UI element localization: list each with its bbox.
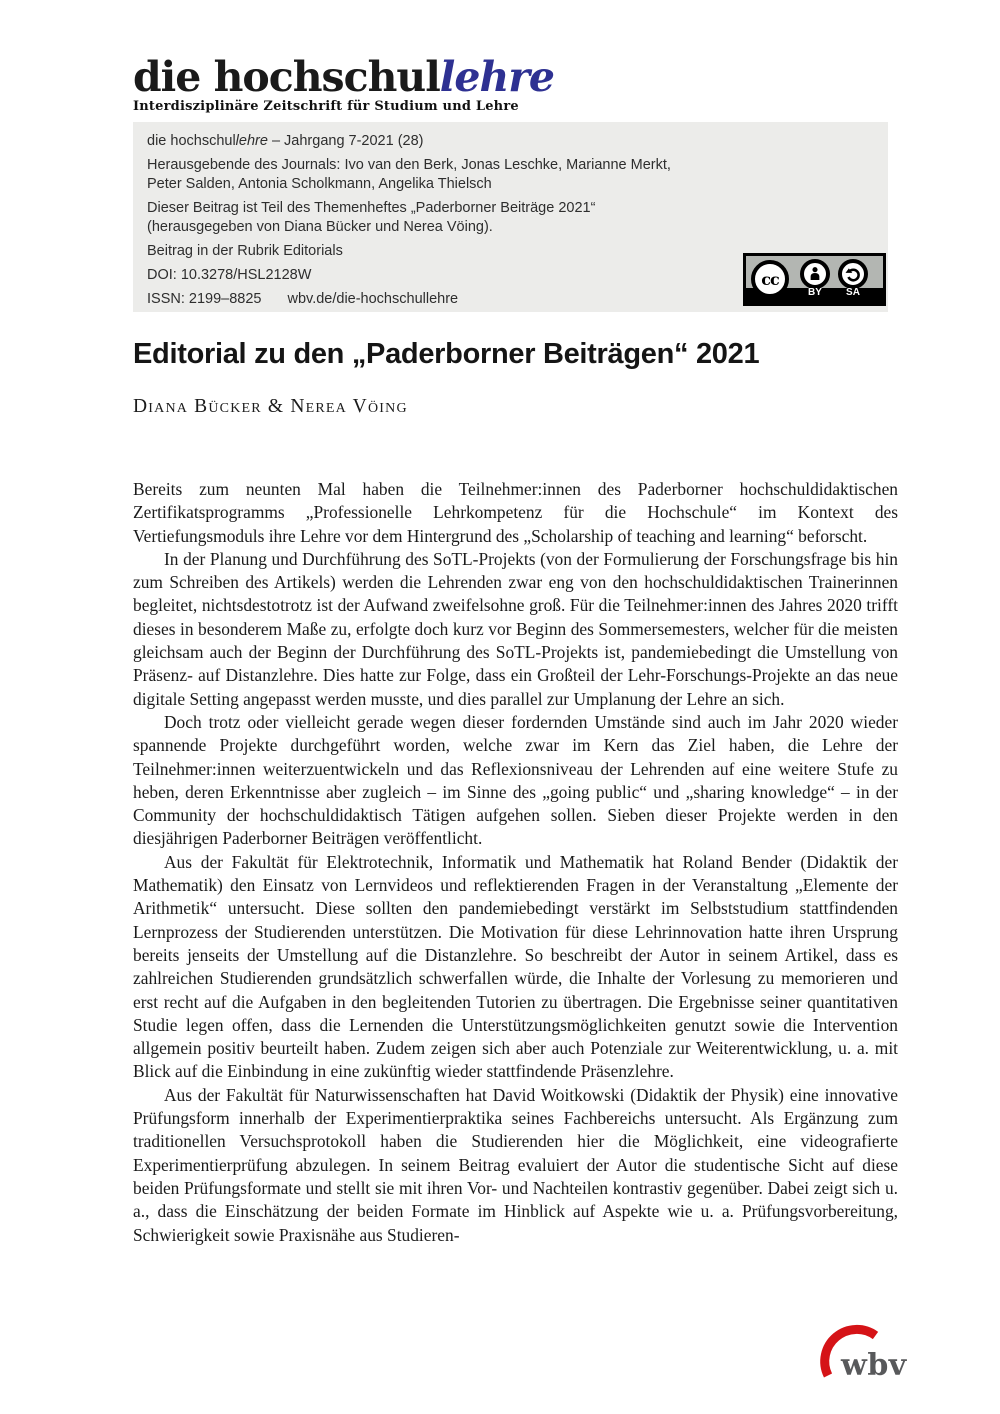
journal-masthead (133, 53, 554, 114)
paragraph-4: Aus der Fakultät für Elektrotechnik, Informatik und Mathematik hat Roland Bender (Didaktik der Mathematik) den Einsatz von Lernvideos und reflektierenden Fragen in der Veranstaltung „Elemente der Arithmetik“ untersucht. Diese sollten den pandemiebedingt verstärkt im Selbststudium stattfindenden Lernprozess der Studierenden unterstützen. Die Motivation für diese Lehrinnovation hatte ihren Ursprung bereits jenseits der Umstellung auf die Distanzlehre. So beschreibt der Autor in seinem Artikel, dass es zahlreichen Studierenden grundsätzlich schwerfallen würde, die Inhalte der Vorlesung zu memorieren und erst recht auf die Aufgaben in den begleitenden Tutorien zu übertragen. Die Ergebnisse seiner quantitativen Studie legen offen, dass die Lernenden die Unterstützungsmöglichkeiten genutzt sowie die Intervention allgemein positiv beurteilt haben. Zudem zeigen sich aber auch Potenziale zur Weiterentwicklung, u. a. mit Blick auf die Einbindung in eine zukünftig wieder stattfindende Präsenzlehre. (133, 851, 898, 1082)
rubric-line: Beitrag in der Rubrik Editorials (147, 243, 343, 259)
cc-by-sa-badge[interactable] (743, 253, 886, 306)
doi-line: DOI: 10.3278/HSL2128W (147, 267, 312, 283)
journal-issue-italic: lehre (235, 133, 268, 149)
logo-text-blue: lehre (439, 53, 554, 101)
paragraph-5: Aus der Fakultät für Naturwissenschaften hat David Woitkowski (Didaktik der Physik) eine innovative Prüfungsform innerhalb der Experimentierpraktika seines Fachbereichs untersucht. Als Ergänzung zum traditionellen Versuchsprotokoll haben die Studierenden hier die Möglichkeit, eine videografierte Experimentierprüfung abzulegen. In seinem Beitrag evaluiert der Autor die studentische Sicht auf diese beiden Prüfungsformate und stellt sie mit ihren Vor- und Nachteilen kontrastiv gegenüber. Dabei zeigt sich u. a., dass die Einschätzung der beiden Formate im Hinblick auf Aspekte wie u. a. Prüfungsvorbereitung, Schwierigkeit sowie Praxisnähe aus Studieren- (133, 1084, 898, 1245)
theme-line-2: (herausgegeben von Diana Bücker und Nerea Vöing). (147, 219, 493, 235)
cc-icon: cc (751, 260, 789, 298)
cc-sa-label: SA (846, 287, 860, 298)
article-meta-box (133, 122, 888, 312)
journal-issue-line (147, 132, 874, 151)
paragraph-2: In der Planung und Durchführung des SoTL-Projekts (von der Formulierung der Forschungsfrage bis hin zum Schreiben des Artikels) werden die Lehrenden zwar eng von den hochschuldidaktischen Trainerinnen begleitet, nichtsdestotrotz ist der Aufwand zweifelsohne groß. Für die Teilnehmer:innen des Jahres 2020 trifft dieses in besonderem Maße zu, erfolgte doch kurz vor Beginn des Sommersemesters, welcher für die meisten gleichsam auch der Beginn der Durchführung des SoTL-Projekts ist, pandemiebedingt die Umstellung von Präsenz- auf Distanzlehre. Dies hatte zur Folge, dass ein Großteil der Lehr-Forschungs-Projekte an das neue digitale Setting angepasst werden musste, und dies parallel zur Umplanung der Lehre an sich. (133, 548, 898, 709)
logo-subtitle: Interdisziplinäre Zeitschrift für Studium und Lehre (133, 99, 519, 114)
theme-line-1: Dieser Beitrag ist Teil des Themenheftes „Paderborner Beiträge 2021“ (147, 200, 596, 216)
journal-issue-suffix: – Jahrgang 7-2021 (28) (267, 133, 424, 149)
article-title: Editorial zu den „Paderborner Beiträgen“ 2021 (133, 338, 760, 370)
publisher-logo (815, 1322, 905, 1394)
journal-logo (133, 53, 554, 101)
article-authors: Diana Bücker & Nerea Vöing (133, 396, 408, 417)
paragraph-1: Bereits zum neunten Mal haben die Teilnehmer:innen des Paderborner hochschuldidaktischen Zertifikatsprogramms „Professionelle Lehrkompetenz für die Hochschule“ im Kontext des Vertiefungsmoduls ihre Lehre vor dem Hintergrund des „Scholarship of teaching and learning“ beforscht. (133, 479, 898, 546)
paragraph-3: Doch trotz oder vielleicht gerade wegen dieser fordernden Umstände sind auch im Jahr 2020 wieder spannende Projekte durchgeführt worden, welche zwar im Kern das Ziel haben, die Lehre der Teilnehmer:innen weiterzuentwickeln und das Reflexionsniveau der Lehrenden auf eine weitere Stufe zu heben, deren Erkenntnisse aber zugleich – im Sinne des „going public“ und „sharing knowledge“ – in der Community der hochschuldidaktisch Tätigen aufgehen sollen. Sieben dieser Projekte werden in den diesjährigen Paderborner Beiträgen veröffentlicht. (133, 711, 898, 849)
logo-text-black: die hochschul (133, 53, 440, 101)
publisher-name: wbv (841, 1348, 907, 1383)
article-body (133, 478, 898, 1247)
editors-line-2: Peter Salden, Antonia Scholkmann, Angelika Thielsch (147, 176, 492, 192)
journal-issue-prefix: die hochschul (147, 133, 236, 149)
journal-website-link[interactable]: wbv.de/die-hochschullehre (287, 291, 459, 307)
cc-by-label: BY (808, 287, 822, 298)
editors-line-1: Herausgebende des Journals: Ivo van den Berk, Jonas Leschke, Marianne Merkt, (147, 157, 671, 173)
issn-value: ISSN: 2199–8825 (147, 291, 262, 307)
